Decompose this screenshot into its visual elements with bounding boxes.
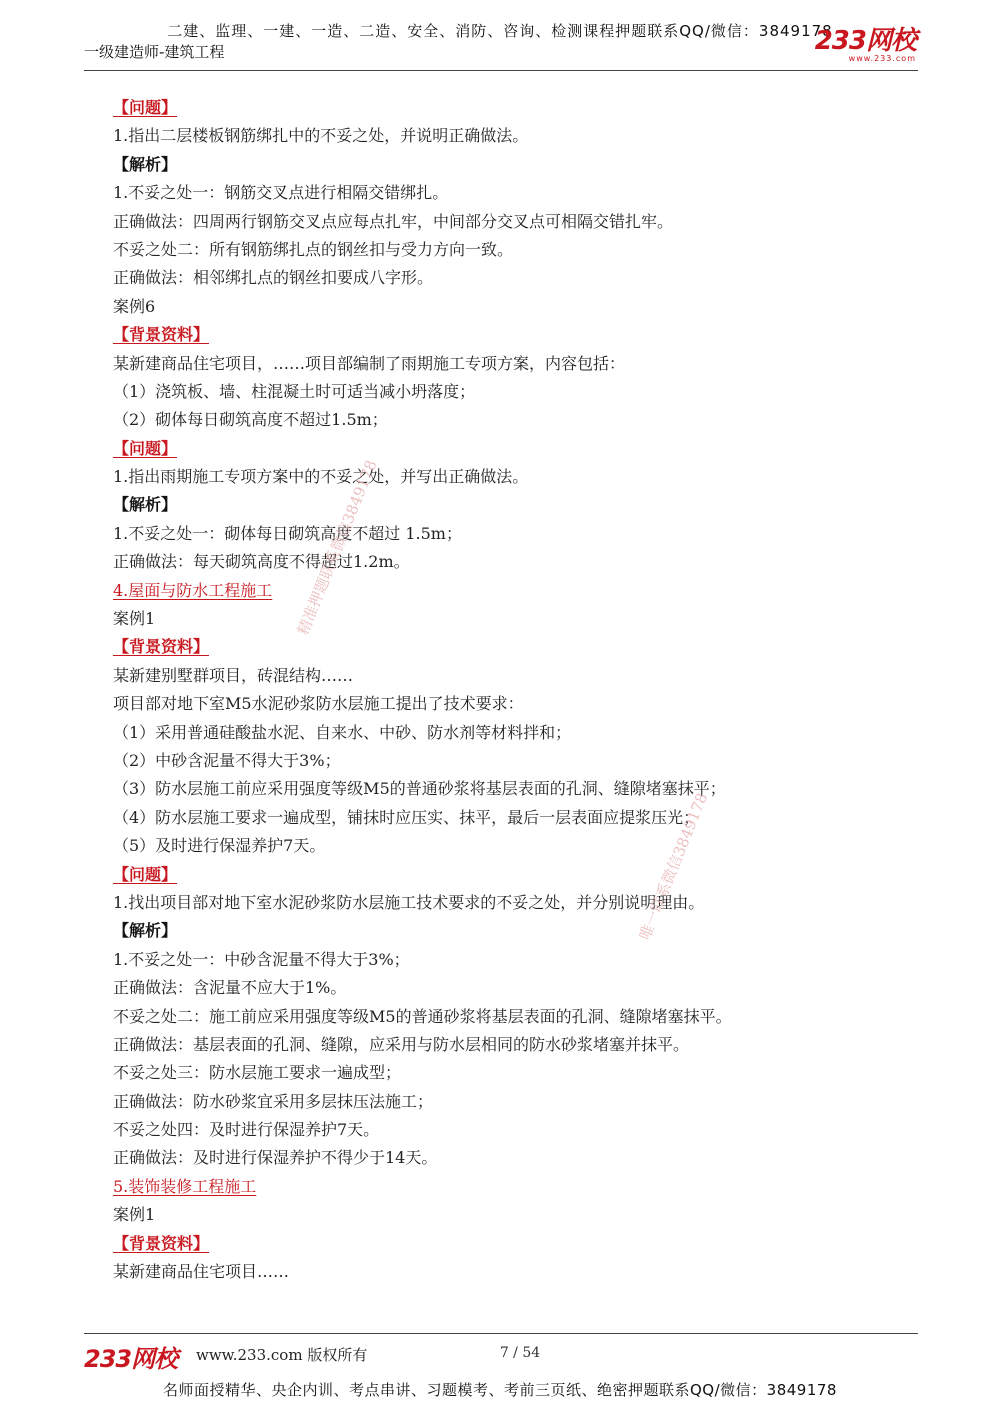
body-line-text: 1.不妥之处一：中砂含泥量不得大于3%；	[113, 949, 410, 969]
subject-title: 一级建造师-建筑工程	[84, 43, 225, 61]
footer-banner: 名师面授精华、央企内训、考点串讲、习题模考、考前三页纸、绝密押题联系QQ/微信：3849178	[163, 1381, 837, 1399]
body-line-text: 正确做法：防水砂浆宜采用多层抹压法施工；	[113, 1091, 434, 1111]
body-line-text: 项目部对地下室M5水泥砂浆防水层施工提出了技术要求：	[113, 694, 524, 714]
body-line-text: 不妥之处四：及时进行保湿养护7天。	[113, 1120, 380, 1140]
footer-copyright: www.233.com 版权所有	[196, 1346, 368, 1364]
body-line-text: 1.指出二层楼板钢筋绑扎中的不妥之处，并说明正确做法。	[113, 126, 529, 146]
section-heading	[113, 577, 893, 605]
section-tag-text: 【背景资料】	[113, 325, 210, 345]
body-line	[113, 605, 893, 633]
body-line	[113, 974, 893, 1002]
body-line-text: 1.指出雨期施工专项方案中的不妥之处，并写出正确做法。	[113, 467, 529, 487]
body-line-text: 正确做法：基层表面的孔洞、缝隙，应采用与防水层相同的防水砂浆堵塞并抹平。	[113, 1034, 690, 1054]
body-line	[113, 236, 893, 264]
body-line	[113, 293, 893, 321]
footer-divider	[84, 1333, 918, 1334]
body-line	[113, 1201, 893, 1229]
body-line	[113, 406, 893, 434]
body-line-text: 案例6	[113, 296, 156, 316]
body-line	[113, 378, 893, 406]
body-line-text: 正确做法：四周两行钢筋交叉点应每点扎牢，中间部分交叉点可相隔交错扎牢。	[113, 211, 674, 231]
body-line-text: （2）砌体每日砌筑高度不超过1.5m；	[113, 410, 388, 430]
watermark-2: 唯一联系微信3849178	[635, 790, 712, 943]
body-line-text: （1）浇筑板、墙、柱混凝土时可适当减小坍落度；	[113, 381, 476, 401]
body-line	[113, 208, 893, 236]
body-line	[113, 889, 893, 917]
body-line	[113, 1059, 893, 1087]
body-line-text: （3）防水层施工前应采用强度等级M5的普通砂浆将基层表面的孔洞、缝隙堵塞抹平；	[113, 779, 726, 799]
body-line-text: 1.不妥之处一：砌体每日砌筑高度不超过 1.5m；	[113, 523, 462, 543]
body-line-text: 某新建别墅群项目，砖混结构……	[113, 665, 354, 685]
section-tag	[113, 435, 893, 463]
body-line-text: 某新建商品住宅项目，……项目部编制了雨期施工专项方案，内容包括：	[113, 353, 626, 373]
header-banner: 二建、监理、一建、一造、二造、安全、消防、咨询、检测课程押题联系QQ/微信：3849178	[167, 22, 833, 40]
body-line-text: 正确做法：每天砌筑高度不得超过1.2m。	[113, 552, 410, 572]
body-line	[113, 1031, 893, 1059]
section-tag	[113, 491, 893, 519]
body-line	[113, 122, 893, 150]
section-tag-text: 【解析】	[113, 154, 178, 174]
section-heading-text: 4.屋面与防水工程施工	[113, 580, 273, 600]
body-line-text: 不妥之处二：施工前应采用强度等级M5的普通砂浆将基层表面的孔洞、缝隙堵塞抹平。	[113, 1006, 732, 1026]
body-line	[113, 804, 893, 832]
body-line-text: （5）及时进行保湿养护7天。	[113, 836, 326, 856]
header-divider	[84, 70, 918, 71]
footer-logo: 233网校	[84, 1345, 178, 1373]
body-line-text: 正确做法：及时进行保湿养护不得少于14天。	[113, 1148, 438, 1168]
body-line	[113, 264, 893, 292]
watermark-1: 精准押题联系微信3849178	[293, 457, 381, 638]
section-heading-text: 5.装饰装修工程施工	[113, 1176, 257, 1196]
body-line-text: （2）中砂含泥量不得大于3%；	[113, 750, 341, 770]
section-tag-text: 【背景资料】	[113, 1233, 210, 1253]
section-tag-text: 【解析】	[113, 921, 178, 941]
document-body	[113, 94, 893, 1286]
section-tag	[113, 94, 893, 122]
body-line-text: 正确做法：含泥量不应大于1%。	[113, 978, 347, 998]
brand-logo-text: 233网校	[814, 26, 916, 56]
body-line	[113, 548, 893, 576]
body-line	[113, 520, 893, 548]
body-line-text: （4）防水层施工要求一遍成型，铺抹时应压实、抹平，最后一层表面应提浆压光；	[113, 807, 700, 827]
section-tag-text: 【问题】	[113, 98, 178, 117]
section-tag	[113, 321, 893, 349]
body-line-text: 1.找出项目部对地下室水泥砂浆防水层施工技术要求的不妥之处，并分别说明理由。	[113, 892, 705, 912]
body-line	[113, 463, 893, 491]
body-line	[113, 1258, 893, 1286]
body-line	[113, 690, 893, 718]
body-line-text: （1）采用普通硅酸盐水泥、自来水、中砂、防水剂等材料拌和；	[113, 722, 572, 742]
section-heading	[113, 1173, 893, 1201]
body-line-text: 不妥之处三：防水层施工要求一遍成型；	[113, 1063, 402, 1083]
body-line	[113, 1003, 893, 1031]
body-line-text: 某新建商品住宅项目……	[113, 1262, 290, 1282]
section-tag	[113, 861, 893, 889]
body-line	[113, 1088, 893, 1116]
page-number: 7 / 54	[499, 1345, 541, 1361]
section-tag	[113, 633, 893, 661]
body-line-text: 1.不妥之处一：钢筋交叉点进行相隔交错绑扎。	[113, 183, 449, 203]
section-tag	[113, 917, 893, 945]
body-line-text: 不妥之处二：所有钢筋绑扎点的钢丝扣与受力方向一致。	[113, 239, 514, 259]
section-tag-text: 【背景资料】	[113, 637, 210, 657]
section-tag-text: 【问题】	[113, 864, 178, 884]
body-line	[113, 1116, 893, 1144]
body-line	[113, 832, 893, 860]
body-line-text: 正确做法：相邻绑扎点的钢丝扣要成八字形。	[113, 268, 434, 288]
body-line	[113, 350, 893, 378]
brand-logo	[815, 28, 916, 63]
body-line	[113, 1144, 893, 1172]
section-tag-text: 【解析】	[113, 495, 178, 515]
section-tag-text: 【问题】	[113, 438, 178, 458]
brand-logo-url: www.233.com	[848, 54, 916, 63]
section-tag	[113, 1230, 893, 1258]
section-tag	[113, 151, 893, 179]
body-line	[113, 775, 893, 803]
body-line-text: 案例1	[113, 1205, 156, 1225]
body-line-text: 案例1	[113, 609, 156, 629]
body-line	[113, 719, 893, 747]
body-line	[113, 946, 893, 974]
body-line	[113, 179, 893, 207]
body-line	[113, 662, 893, 690]
body-line	[113, 747, 893, 775]
